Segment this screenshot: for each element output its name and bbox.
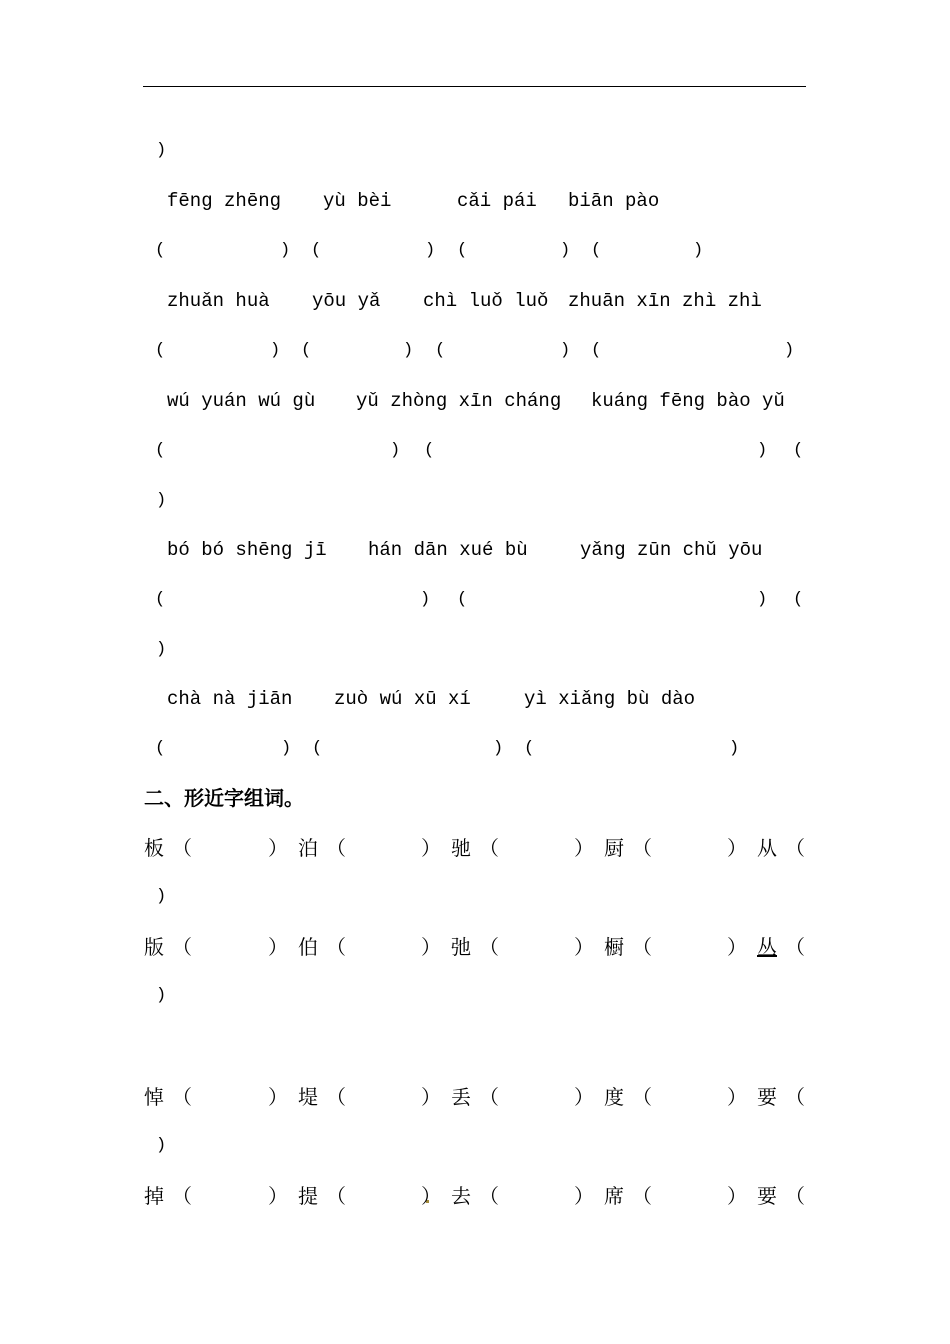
answer-blank-open[interactable]: （ — [479, 935, 499, 959]
char-item: 提 — [298, 1184, 318, 1208]
char-item: 弛 — [451, 935, 471, 959]
answer-blank-close[interactable]: ) — [560, 241, 571, 260]
answer-blank-close[interactable]: ） — [727, 1085, 747, 1109]
pinyin-item: yǎng zūn chǔ yōu — [580, 539, 763, 561]
answer-blank-open[interactable]: ( — [524, 739, 535, 758]
pinyin-item: chà nà jiān — [167, 688, 293, 710]
answer-blank-open[interactable]: （ — [326, 836, 346, 860]
answer-blank-open[interactable]: （ — [785, 836, 805, 860]
answer-blank-open[interactable]: ( — [155, 441, 166, 460]
answer-blank-close[interactable]: ) — [493, 739, 504, 758]
char-item: 伯 — [298, 935, 318, 959]
answer-blank-open[interactable]: （ — [479, 836, 499, 860]
pinyin-item: yù bèi — [323, 190, 392, 212]
answer-blank-open[interactable]: ( — [793, 590, 804, 609]
pinyin-item: bó bó shēng jī — [167, 539, 327, 561]
answer-blank-close[interactable]: ） — [727, 935, 747, 959]
answer-blank-open[interactable]: ( — [301, 341, 312, 360]
answer-blank-close[interactable]: ) — [390, 441, 401, 460]
answer-blank-close[interactable]: ） — [421, 1184, 441, 1208]
answer-blank-open[interactable]: ( — [435, 341, 446, 360]
answer-blank-open[interactable]: ( — [312, 739, 323, 758]
char-item: 堤 — [298, 1085, 318, 1109]
pinyin-item: zhuǎn huà — [167, 290, 270, 312]
pinyin-item: zuò wú xū xí — [334, 688, 471, 710]
answer-blank-close[interactable]: ) — [729, 739, 740, 758]
char-item: 席 — [604, 1184, 624, 1208]
char-item: 要 — [757, 1085, 777, 1109]
answer-blank-close[interactable]: ） — [268, 1085, 288, 1109]
answer-blank-close[interactable]: ) — [156, 640, 167, 659]
answer-blank-open[interactable]: ( — [155, 739, 166, 758]
answer-blank-open[interactable]: （ — [632, 935, 652, 959]
answer-blank-open[interactable]: ( — [591, 341, 602, 360]
answer-blank-open[interactable]: （ — [326, 935, 346, 959]
answer-blank-close[interactable]: ) — [280, 241, 291, 260]
pinyin-item: wú yuán wú gù — [167, 390, 316, 412]
answer-blank-close[interactable]: ） — [268, 935, 288, 959]
answer-blank-close[interactable]: ） — [574, 1184, 594, 1208]
answer-blank-open[interactable]: ( — [591, 241, 602, 260]
answer-blank-open[interactable]: ( — [793, 441, 804, 460]
answer-blank-open[interactable]: ( — [457, 590, 468, 609]
answer-blank-close[interactable]: ） — [421, 935, 441, 959]
char-item: 从 — [757, 836, 777, 860]
answer-blank-close[interactable]: ) — [156, 887, 167, 906]
answer-blank-open[interactable]: （ — [632, 1184, 652, 1208]
char-item: 丛 — [757, 935, 777, 959]
answer-blank-open[interactable]: ( — [155, 590, 166, 609]
char-item: 泊 — [298, 836, 318, 860]
answer-blank-open[interactable]: （ — [172, 1184, 192, 1208]
answer-blank-open[interactable]: ( — [311, 241, 322, 260]
char-item: 板 — [144, 836, 164, 860]
char-item: 悼 — [144, 1085, 164, 1109]
answer-blank-open[interactable]: （ — [326, 1085, 346, 1109]
answer-blank-open[interactable]: （ — [479, 1085, 499, 1109]
char-item: 去 — [451, 1184, 471, 1208]
pinyin-item: biān pào — [568, 190, 660, 212]
answer-blank-close[interactable]: ） — [421, 1085, 441, 1109]
char-item: 橱 — [604, 935, 624, 959]
char-item: 掉 — [144, 1184, 164, 1208]
answer-blank-open[interactable]: ( — [155, 241, 166, 260]
pinyin-item: yōu yǎ — [312, 290, 381, 312]
pinyin-item: chì luǒ luǒ — [423, 290, 549, 312]
answer-blank-open[interactable]: （ — [326, 1184, 346, 1208]
answer-blank-open[interactable]: ( — [424, 441, 435, 460]
answer-blank-close[interactable]: ) — [784, 341, 795, 360]
pinyin-item: cǎi pái — [457, 190, 537, 212]
answer-blank-close[interactable]: ) — [757, 590, 768, 609]
answer-blank-close[interactable]: ） — [268, 1184, 288, 1208]
char-item: 要 — [757, 1184, 777, 1208]
answer-blank-close[interactable]: ) — [425, 241, 436, 260]
answer-blank-close[interactable]: ） — [268, 836, 288, 860]
answer-blank-open[interactable]: （ — [172, 1085, 192, 1109]
answer-blank-close[interactable]: ) — [693, 241, 704, 260]
char-item: 驰 — [451, 836, 471, 860]
answer-blank-open[interactable]: （ — [785, 1085, 805, 1109]
answer-blank-open[interactable]: ( — [457, 241, 468, 260]
pinyin-item: fēng zhēng — [167, 190, 282, 212]
answer-blank-close[interactable]: ) — [270, 341, 281, 360]
answer-blank-open[interactable]: ( — [155, 341, 166, 360]
answer-blank-open[interactable]: （ — [632, 836, 652, 860]
answer-blank-close[interactable]: ) — [156, 1136, 167, 1155]
answer-blank-close[interactable]: ） — [574, 1085, 594, 1109]
answer-blank-close[interactable]: ) — [156, 491, 167, 510]
answer-blank-close[interactable]: ） — [727, 836, 747, 860]
pinyin-item: yì xiǎng bù dào — [524, 688, 696, 710]
answer-blank-open[interactable]: （ — [785, 1184, 805, 1208]
paren-close: ) — [156, 141, 167, 160]
answer-blank-close[interactable]: ） — [574, 836, 594, 860]
answer-blank-close[interactable]: ） — [421, 836, 441, 860]
answer-blank-close[interactable]: ) — [281, 739, 292, 758]
answer-blank-open[interactable]: （ — [172, 935, 192, 959]
answer-blank-close[interactable]: ） — [574, 935, 594, 959]
section-heading: 二、形近字组词。 — [144, 786, 304, 810]
pinyin-item: kuáng fēng bào yǔ — [591, 390, 785, 412]
answer-blank-open[interactable]: （ — [172, 836, 192, 860]
answer-blank-open[interactable]: （ — [632, 1085, 652, 1109]
char-item: 厨 — [604, 836, 624, 860]
answer-blank-close[interactable]: ) — [420, 590, 431, 609]
char-item: 版 — [144, 935, 164, 959]
answer-blank-close[interactable]: ) — [560, 341, 571, 360]
answer-blank-open[interactable]: （ — [785, 935, 805, 959]
answer-blank-close[interactable]: ) — [156, 986, 167, 1005]
pinyin-item: zhuān xīn zhì zhì — [568, 290, 762, 312]
pinyin-item: hán dān xué bù — [368, 539, 528, 561]
answer-blank-close[interactable]: ） — [727, 1184, 747, 1208]
char-item: 度 — [604, 1085, 624, 1109]
answer-blank-close[interactable]: ) — [403, 341, 414, 360]
char-item: 丢 — [451, 1085, 471, 1109]
pinyin-item: yǔ zhòng xīn cháng — [356, 390, 562, 412]
answer-blank-open[interactable]: （ — [479, 1184, 499, 1208]
header-rule — [143, 86, 806, 87]
answer-blank-close[interactable]: ) — [757, 441, 768, 460]
